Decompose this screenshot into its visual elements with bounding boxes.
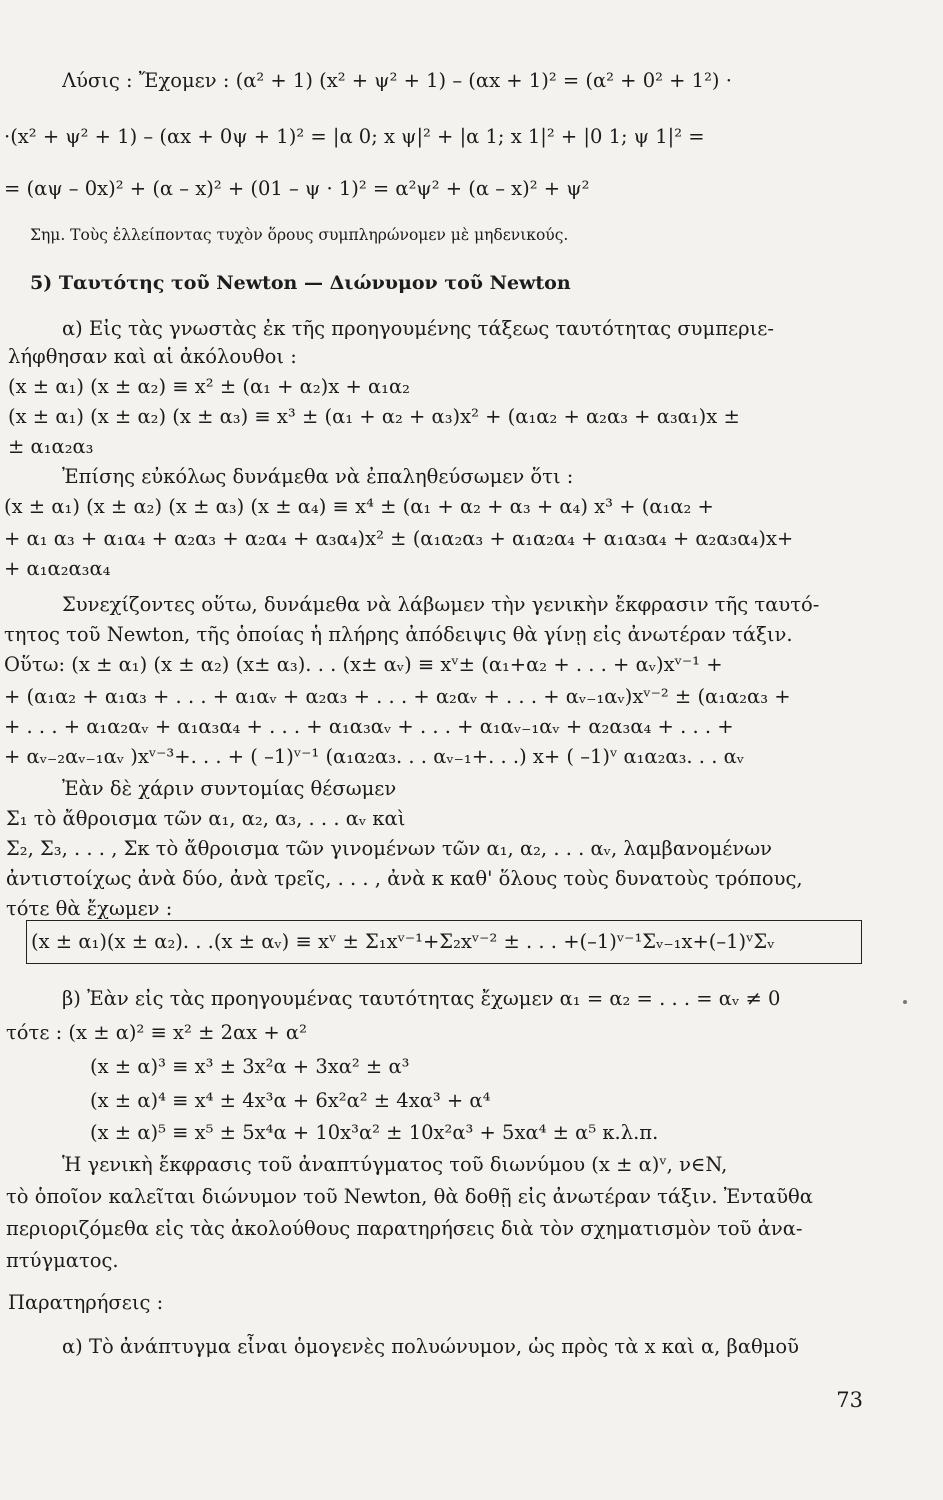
identity-2-factors: (x ± α₁) (x ± α₂) ≡ x² ± (α₁ + α₂)x + α₁α₂: [8, 375, 410, 398]
text-line-expansion: πτύγματος.: [6, 1249, 119, 1272]
text-line-b: β) Ἐὰν εἰς τὰς προηγουμένας ταυτότητας ἔχωμεν α₁ = α₂ = . . . = αᵥ ≠ 0: [62, 987, 781, 1010]
text-line-sigma2: Σ₂, Σ₃, . . . , Σκ τὸ ἄθροισμα τῶν γινομένων τῶν α₁, α₂, . . . αᵥ, λαμβανομένων: [6, 837, 772, 860]
solution-line-1: Λύσις : Ἔχομεν : (α² + 1) (x² + ψ² + 1) – (αx + 1)² = (α² + 0² + 1²) ·: [62, 69, 732, 92]
note-line: Σημ. Τοὺς ἐλλείποντας τυχὸν ὅρους συμπληρώνομεν μὲ μηδενικούς.: [30, 226, 569, 244]
text-line-general-expression: Ἡ γενικὴ ἔκφρασις τοῦ ἀναπτύγματος τοῦ διωνύμου (x ± α)ᵛ, ν∈N,: [62, 1153, 728, 1176]
text-line-called-binomial: τὸ ὁποῖον καλεῖται διώνυμον τοῦ Newton, θὰ δοθῇ εἰς ἀνωτέραν τάξιν. Ἐνταῦθα: [6, 1185, 813, 1208]
text-line-respectively: ἀντιστοίχως ἀνὰ δύο, ἀνὰ τρεῖς, . . . , ἀνὰ κ καθ' ὅλους τοὺς δυνατοὺς τρόπους,: [6, 867, 803, 890]
text-line-continue: Συνεχίζοντες οὕτω, δυνάμεθα νὰ λάβωμεν τὴν γενικὴν ἔκφρασιν τῆς ταυτό-: [62, 593, 820, 616]
remarks-heading: Παρατηρήσεις :: [8, 1291, 164, 1314]
ink-dot: [903, 1000, 907, 1004]
identity-4-factors-cont: + α₁ α₃ + α₁α₄ + α₂α₃ + α₂α₄ + α₃α₄)x² ± (α₁α₂α₃ + α₁α₂α₄ + α₁α₃α₄ + α₂α₃α₄)x+: [4, 527, 794, 550]
binomial-fourth: (x ± α)⁴ ≡ x⁴ ± 4x³α + 6x²α² ± 4xα³ + α⁴: [90, 1089, 491, 1112]
identity-4-factors-end: + α₁α₂α₃α₄: [4, 557, 111, 580]
text-line-also: Ἐπίσης εὐκόλως δυνάμεθα νὰ ἐπαληθεύσωμεν ὅτι :: [62, 465, 574, 488]
remark-a: α) Τὸ ἀνάπτυγμα εἶναι ὁμογενὲς πολυώνυμον, ὡς πρὸς τὰ x καὶ α, βαθμοῦ: [62, 1335, 799, 1358]
general-identity-2: + (α₁α₂ + α₁α₃ + . . . + α₁αᵥ + α₂α₃ + . . . + α₂αᵥ + . . . + αᵥ₋₁αᵥ)xᵛ⁻² ± (α₁α₂α₃ +: [4, 685, 791, 708]
text-line-if: Ἐὰν δὲ χάριν συντομίας θέσωμεν: [62, 777, 397, 800]
text-line-newton: τητος τοῦ Newton, τῆς ὁποίας ἡ πλήρης ἀπόδειψις θὰ γίνῃ εἰς ἀνωτέραν τάξιν.: [4, 623, 793, 646]
identity-3-factors-cont: ± α₁α₂α₃: [8, 435, 94, 458]
solution-line-2: ·(x² + ψ² + 1) – (αx + 0ψ + 1)² = |α 0; x ψ|² + |α 1; x 1|² + |0 1; ψ 1|² =: [4, 125, 705, 148]
text-line-sigma1: Σ₁ τὸ ἄθροισμα τῶν α₁, α₂, α₃, . . . αᵥ καὶ: [6, 807, 406, 830]
solution-line-3: = (αψ – 0x)² + (α – x)² + (01 – ψ · 1)² = α²ψ² + (α – x)² + ψ²: [4, 177, 590, 200]
text-line-a2: λήφθησαν καὶ αἱ ἀκόλουθοι :: [8, 345, 297, 368]
text-line-a1: α) Εἰς τὰς γνωστὰς ἐκ τῆς προηγουμένης τάξεως ταυτότητας συμπεριε-: [62, 317, 774, 340]
general-identity-3: + . . . + α₁α₂αᵥ + α₁α₃α₄ + . . . + α₁α₃αᵥ + . . . + α₁αᵥ₋₁αᵥ + α₂α₃α₄ + . . . +: [4, 715, 734, 738]
text-line-then: τότε θὰ ἔχωμεν :: [6, 897, 173, 920]
identity-3-factors: (x ± α₁) (x ± α₂) (x ± α₃) ≡ x³ ± (α₁ + α₂ + α₃)x² + (α₁α₂ + α₂α₃ + α₃α₁)x ±: [8, 405, 740, 428]
binomial-cube: (x ± α)³ ≡ x³ ± 3x²α + 3xα² ± α³: [90, 1055, 410, 1078]
binomial-square: τότε : (x ± α)² ≡ x² ± 2αx + α²: [6, 1021, 307, 1044]
section-heading: 5) Ταυτότης τοῦ Newton — Διώνυμον τοῦ Newton: [30, 272, 571, 294]
identity-4-factors: (x ± α₁) (x ± α₂) (x ± α₃) (x ± α₄) ≡ x⁴ ± (α₁ + α₂ + α₃ + α₄) x³ + (α₁α₂ +: [4, 495, 714, 518]
newton-identity-formula: (x ± α₁)(x ± α₂). . .(x ± αᵥ) ≡ xᵛ ± Σ₁xᵛ⁻¹+Σ₂xᵛ⁻² ± . . . +(–1)ᵛ⁻¹Σᵥ₋₁x+(–1)ᵛΣᵥ: [31, 930, 775, 953]
text-line-restrict: περιοριζόμεθα εἰς τὰς ἀκολούθους παρατηρήσεις διὰ τὸν σχηματισμὸν τοῦ ἀνα-: [6, 1217, 803, 1240]
binomial-fifth: (x ± α)⁵ ≡ x⁵ ± 5x⁴α + 10x³α² ± 10x²α³ + 5xα⁴ ± α⁵ κ.λ.π.: [90, 1121, 659, 1144]
boxed-formula: [26, 920, 862, 964]
general-identity-4: + αᵥ₋₂αᵥ₋₁αᵥ )xᵛ⁻³+. . . + ( –1)ᵛ⁻¹ (α₁α₂α₃. . . αᵥ₋₁+. . .) x+ ( –1)ᵛ α₁α₂α₃. . . αᵥ: [4, 745, 745, 768]
general-identity-1: Οὕτω: (x ± α₁) (x ± α₂) (x± α₃). . . (x± αᵥ) ≡ xᵛ± (α₁+α₂ + . . . + αᵥ)xᵛ⁻¹ +: [4, 653, 723, 676]
page-number: 73: [836, 1388, 863, 1412]
